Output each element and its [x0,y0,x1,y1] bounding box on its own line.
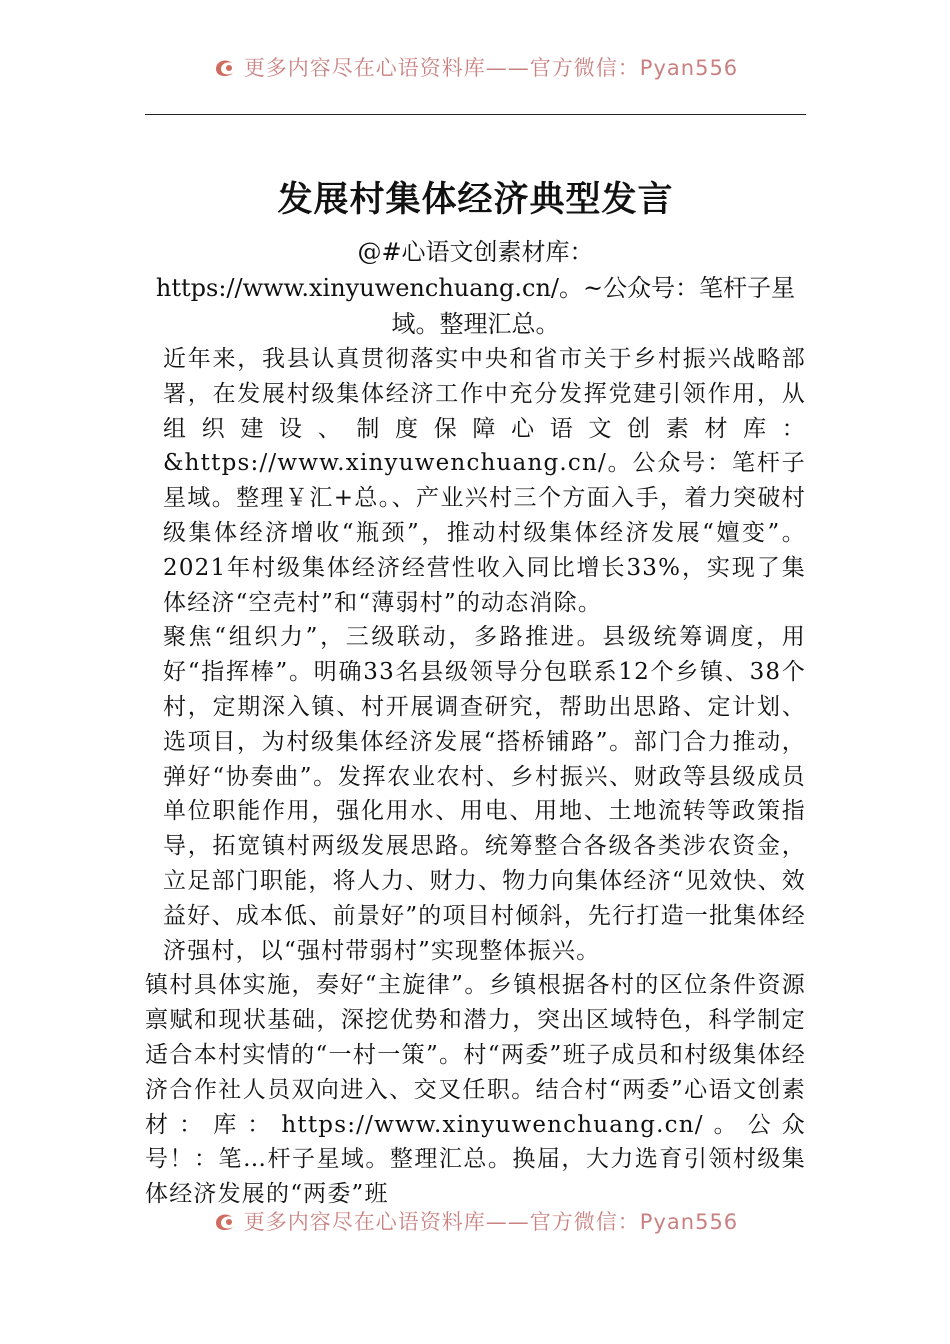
watermark-text: 更多内容尽在心语资料库——官方微信：Pyan556 [243,1210,739,1234]
document-title: 发展村集体经济典型发言 [277,179,674,220]
document-body [145,342,806,1212]
body-paragraph: 镇村具体实施，奏好“主旋律”。乡镇根据各村的区位条件资源禀赋和现状基础，深挖优势和潜力，突出区域特色，科学制定适合本村实情的“一村一策”。村“两委”班子成员和村级集体经济合作社人员双向进入、交叉任职。结合村“两委”心语文创素材：库：https://www.xinyuwenchuang.cn/。公众号！：笔…杆子星域。整理汇总。换届，大力选育引领村级集体经济发展的“两委”班 [145,972,806,1208]
body-paragraph: 近年来，我县认真贯彻落实中央和省市关于乡村振兴战略部署，在发展村级集体经济工作中充分发挥党建引领作用，从组织建设、制度保障心语文创素材库：&https://www.xinyuwenchuang.cn/。公众号：笔杆子星域。整理￥汇+总。、产业兴村三个方面入手，着力突破村级集体经济增收“瓶颈”，推动村级集体经济发展“嬗变”。2021年村级集体经济经营性收入同比增长33%，实现了集体经济“空壳村”和“薄弱村”的动态消除。 [163,346,806,616]
watermark-banner-bottom [0,1206,950,1240]
watermark-text: 更多内容尽在心语资料库——官方微信：Pyan556 [243,56,739,80]
brand-logo-icon [212,1209,238,1233]
body-paragraph: 聚焦“组织力”，三级联动，多路推进。县级统筹调度，用好“指挥棒”。明确33名县级领导分包联系12个乡镇、38个村，定期深入镇、村开展调查研究，帮助出思路、定计划、选项目，为村级集体经济发展“搭桥铺路”。部门合力推动，弹好“协奏曲”。发挥农业农村、乡村振兴、财政等县级成员单位职能作用，强化用水、用电、用地、土地流转等政策指导，拓宽镇村两级发展思路。统筹整合各级各类涉农资金，立足部门职能，将人力、财力、物力向集体经济“见效快、效益好、成本低、前景好”的项目村倾斜，先行打造一批集体经济强村，以“强村带弱村”实现整体振兴。 [163,624,806,964]
brand-logo-icon [212,55,238,79]
source-line: @#心语文创素材库：https://www.xinyuwenchuang.cn/。~公众号：笔杆子星域。整理汇总。 [155,238,796,338]
watermark-banner-top [0,52,950,86]
header-rule [145,114,806,115]
